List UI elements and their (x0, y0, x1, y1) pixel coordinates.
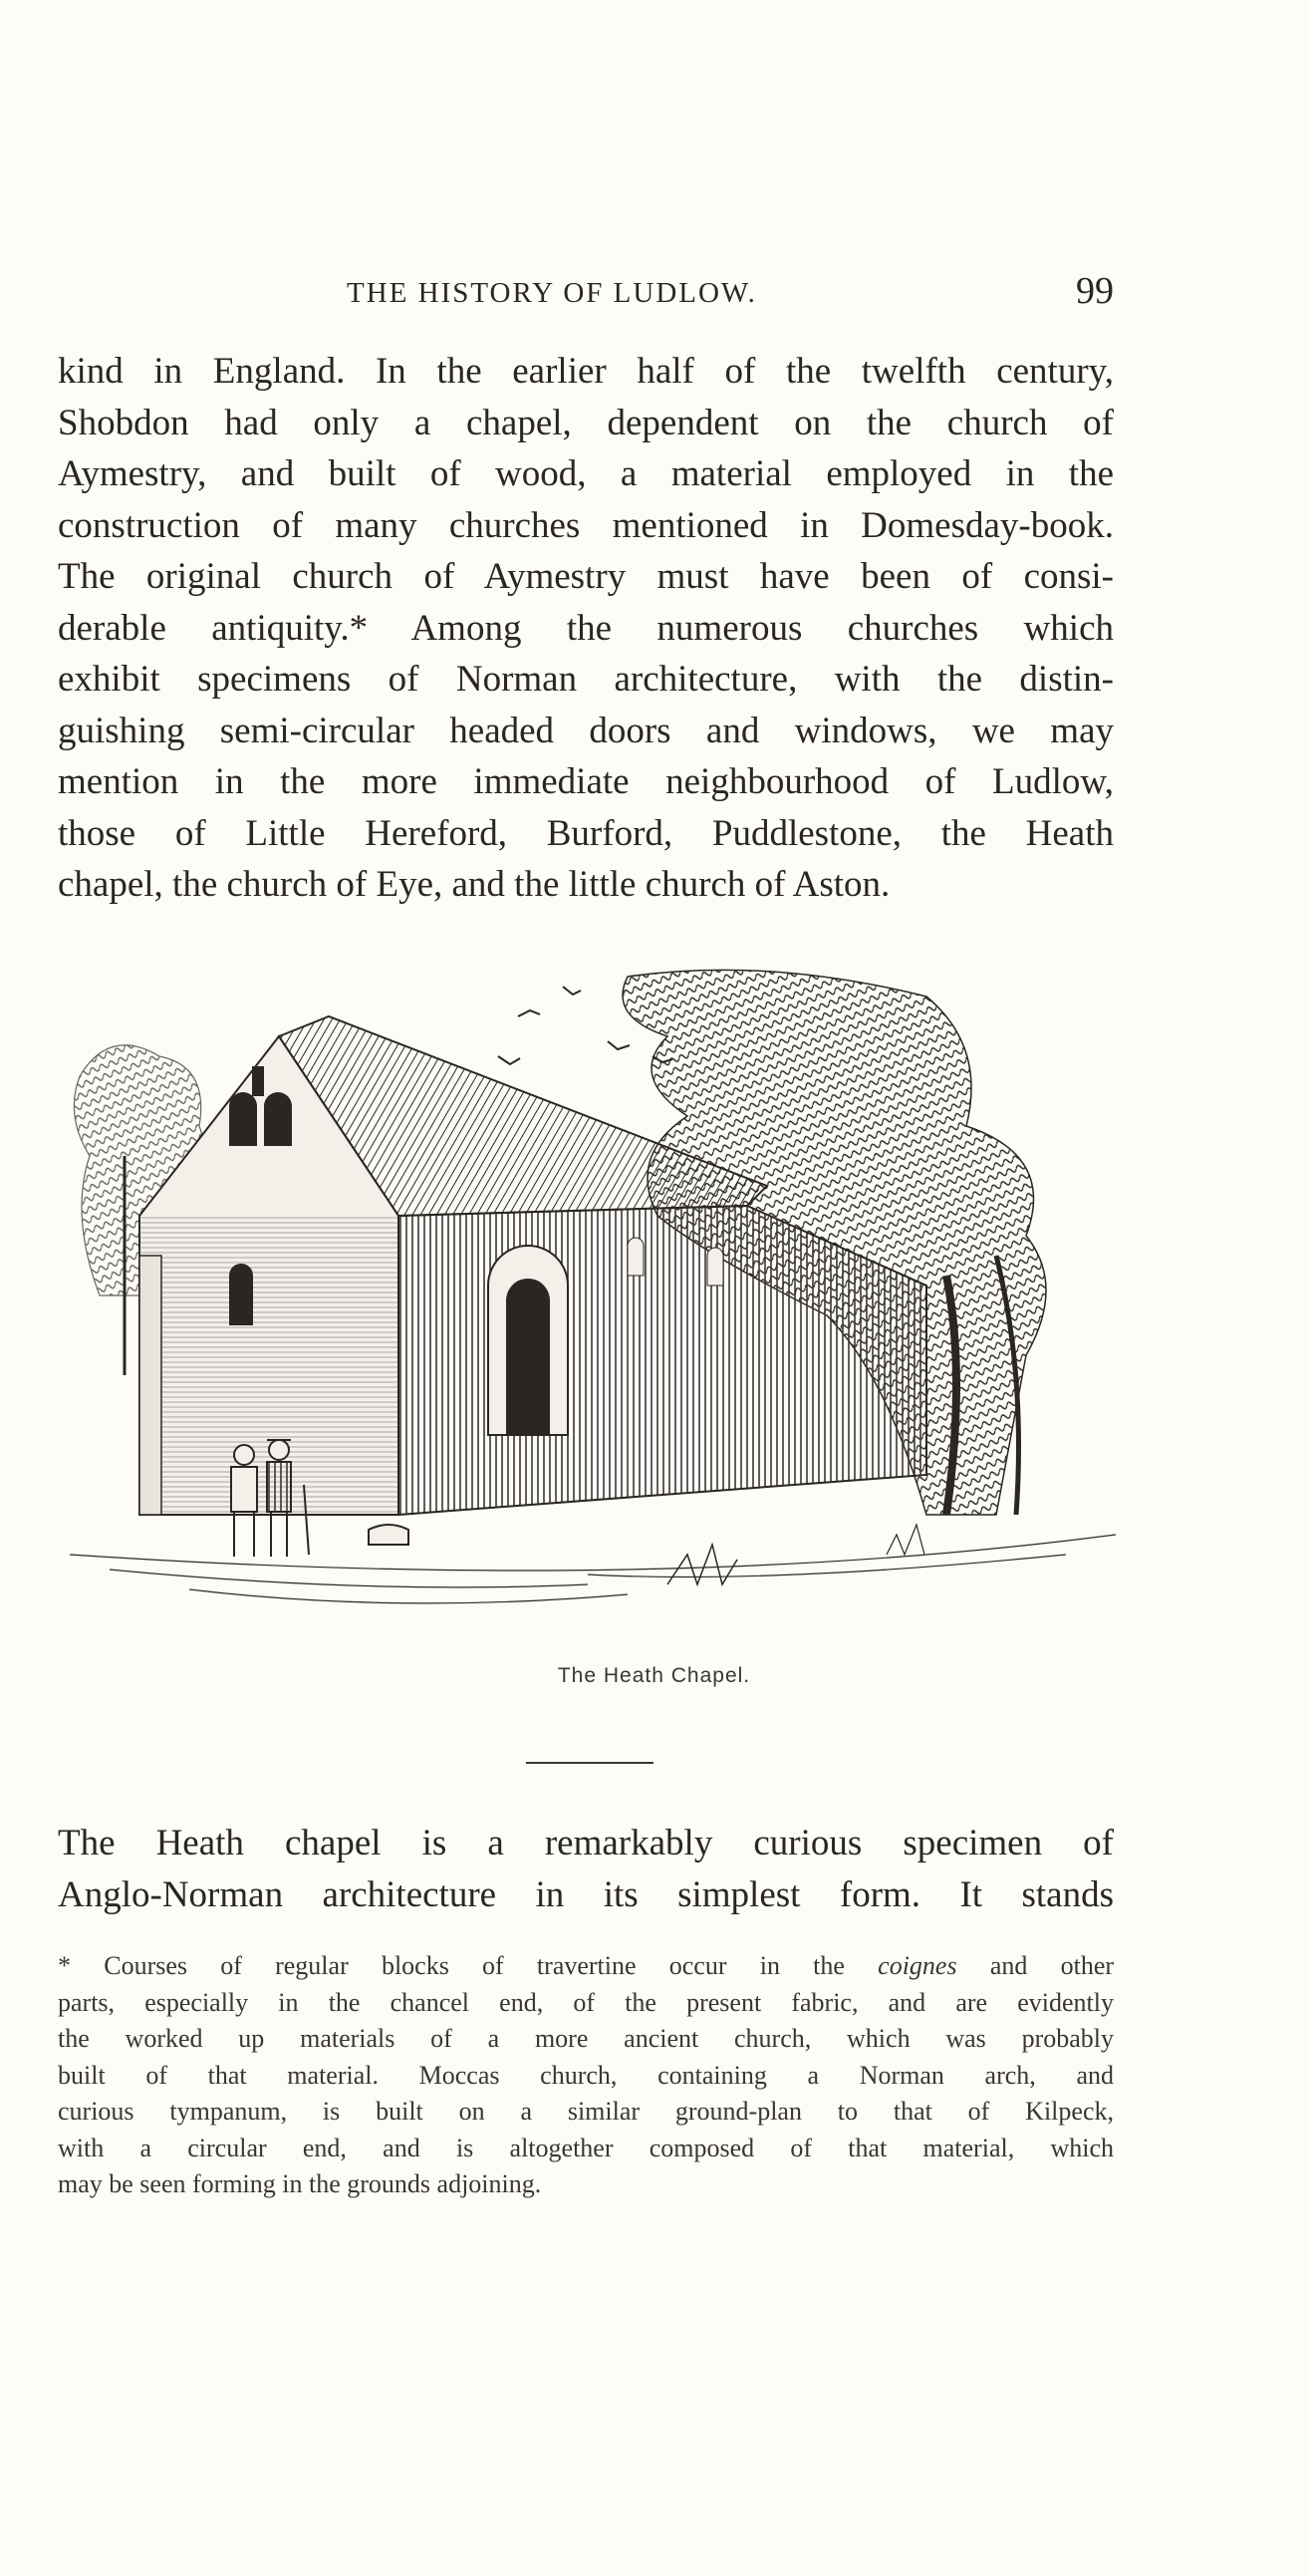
footnote (58, 1948, 1114, 2203)
footnote-line: may be seen forming in the grounds adjoining. (58, 2169, 542, 2198)
section-divider (526, 1762, 654, 1764)
chapel-side-wall (398, 1206, 926, 1515)
body-paragraph-1 (58, 346, 1114, 911)
text-line: guishing semi-circular headed doors and windows, we may (58, 710, 1114, 751)
footnote-line-1-start: * Courses of regular blocks of travertine occur in the (58, 1951, 845, 1980)
text-line: derable antiquity.* Among the numerous churches which (58, 607, 1114, 649)
footnote-line: with a circular end, and is altogether composed of that material, which (58, 2133, 1114, 2162)
text-line: The Heath chapel is a remarkably curious specimen of (58, 1823, 1114, 1863)
heath-chapel-engraving (70, 957, 1116, 1644)
footnote-line: built of that material. Moccas church, containing a Norman arch, and (58, 2060, 1114, 2090)
text-line: Aymestry, and built of wood, a material employed in the (58, 453, 1114, 494)
text-line: Shobdon had only a chapel, dependent on the church of (58, 402, 1114, 443)
text-line: Anglo-Norman architecture in its simplest form. It stands (58, 1873, 1114, 1915)
page-number: 99 (1076, 270, 1114, 312)
footnote-line: curious tympanum, is built on a similar ground-plan to that of Kilpeck, (58, 2097, 1114, 2126)
text-line: mention in the more immediate neighbourhood of Ludlow, (58, 761, 1114, 802)
footnote-line: the worked up materials of a more ancient church, which was probably (58, 2024, 1114, 2053)
running-title: THE HISTORY OF LUDLOW. (347, 277, 757, 309)
footnote-line (58, 1948, 1114, 1985)
text-line: kind in England. In the earlier half of the twelfth century, (58, 351, 1114, 392)
figure-caption: The Heath Chapel. (557, 1664, 751, 1687)
text-line: chapel, the church of Eye, and the little church of Aston. (58, 864, 891, 905)
footnote-line-1-end: and other (989, 1951, 1115, 1980)
text-line: construction of many churches mentioned in Domesday-book. (58, 504, 1114, 546)
text-line: The original church of Aymestry must have been of consi- (58, 556, 1114, 597)
footnote-italic-word: coignes (878, 1951, 957, 1980)
ground-drawing (70, 1525, 1116, 1603)
text-line: those of Little Hereford, Burford, Puddlestone, the Heath (58, 812, 1114, 854)
footnote-line: parts, especially in the chancel end, of the present fabric, and are evidently (58, 1987, 1114, 2017)
body-paragraph-2 (58, 1818, 1114, 1920)
text-line: exhibit specimens of Norman architecture, with the distin- (58, 659, 1114, 700)
page-header (58, 269, 1114, 319)
